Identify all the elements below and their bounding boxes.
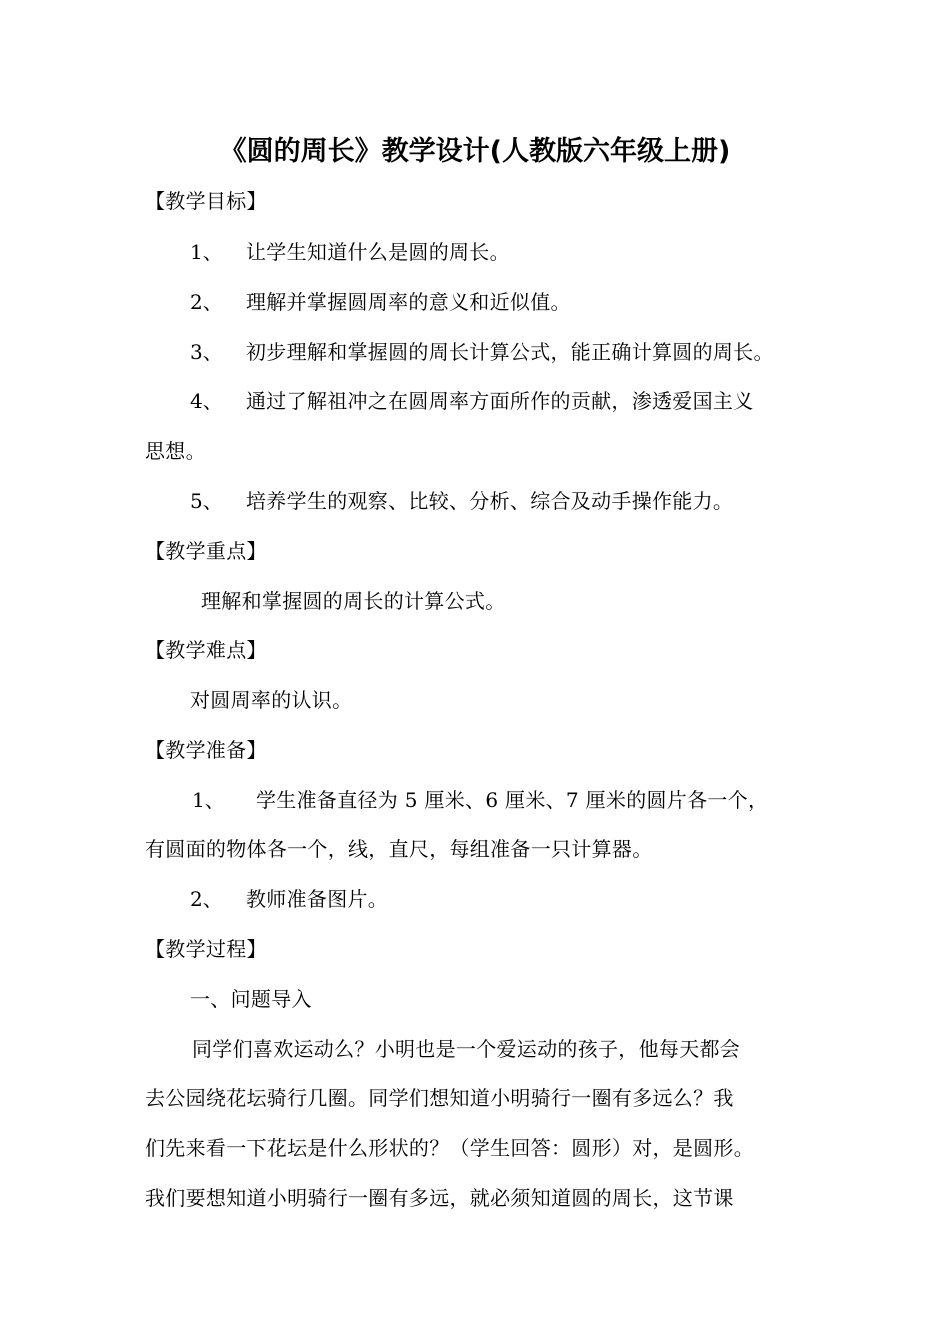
preparation-text-1: 学生准备直径为 5 厘米、6 厘米、7 厘米的圆片各一个， [256,788,769,812]
objective-text-1: 让学生知道什么是圆的周长。 [246,240,510,264]
objective-text-4: 通过了解祖冲之在圆周率方面所作的贡献，渗透爱国主义 [246,389,754,413]
preparation-text-1-continued: 有圆面的物体各一个，线，直尺，每组准备一只计算器。 [145,837,653,861]
section-heading-process: 【教学过程】 [145,937,267,961]
objective-text-5: 培养学生的观察、比较、分析、综合及动手操作能力。 [246,489,734,513]
objective-number-1: 1、 [190,240,223,264]
process-subheading: 一、问题导入 [190,987,312,1011]
process-paragraph-line-2: 去公园绕花坛骑行几圈。同学们想知道小明骑行一圈有多远么？我 [145,1086,734,1110]
objective-number-2: 2、 [190,290,223,314]
key-points-text: 理解和掌握圆的周长的计算公式。 [201,589,506,613]
document-title: 《圆的周长》教学设计(人教版六年级上册) [219,136,731,167]
process-paragraph-line-3: 们先来看一下花坛是什么形状的？（学生回答：圆形）对，是圆形。 [145,1136,754,1160]
section-heading-objectives: 【教学目标】 [145,189,267,213]
preparation-number-1: 1、 [192,788,225,812]
preparation-text-2: 教师准备图片。 [246,887,389,911]
objective-number-3: 3、 [190,340,223,364]
objective-text-4-continued: 思想。 [145,439,206,463]
objective-number-4: 4、 [190,389,223,413]
objective-text-2: 理解并掌握圆周率的意义和近似值。 [246,290,571,314]
section-heading-preparation: 【教学准备】 [145,738,267,762]
process-paragraph-line-1: 同学们喜欢运动么？小明也是一个爱运动的孩子，他每天都会 [192,1037,741,1061]
preparation-number-2: 2、 [190,887,223,911]
process-paragraph-line-4: 我们要想知道小明骑行一圈有多远，就必须知道圆的周长，这节课 [145,1186,734,1210]
section-heading-key-points: 【教学重点】 [145,539,267,563]
difficulties-text: 对圆周率的认识。 [190,688,353,712]
section-heading-difficulties: 【教学难点】 [145,638,267,662]
objective-text-3: 初步理解和掌握圆的周长计算公式，能正确计算圆的周长。 [246,340,774,364]
objective-number-5: 5、 [190,489,223,513]
